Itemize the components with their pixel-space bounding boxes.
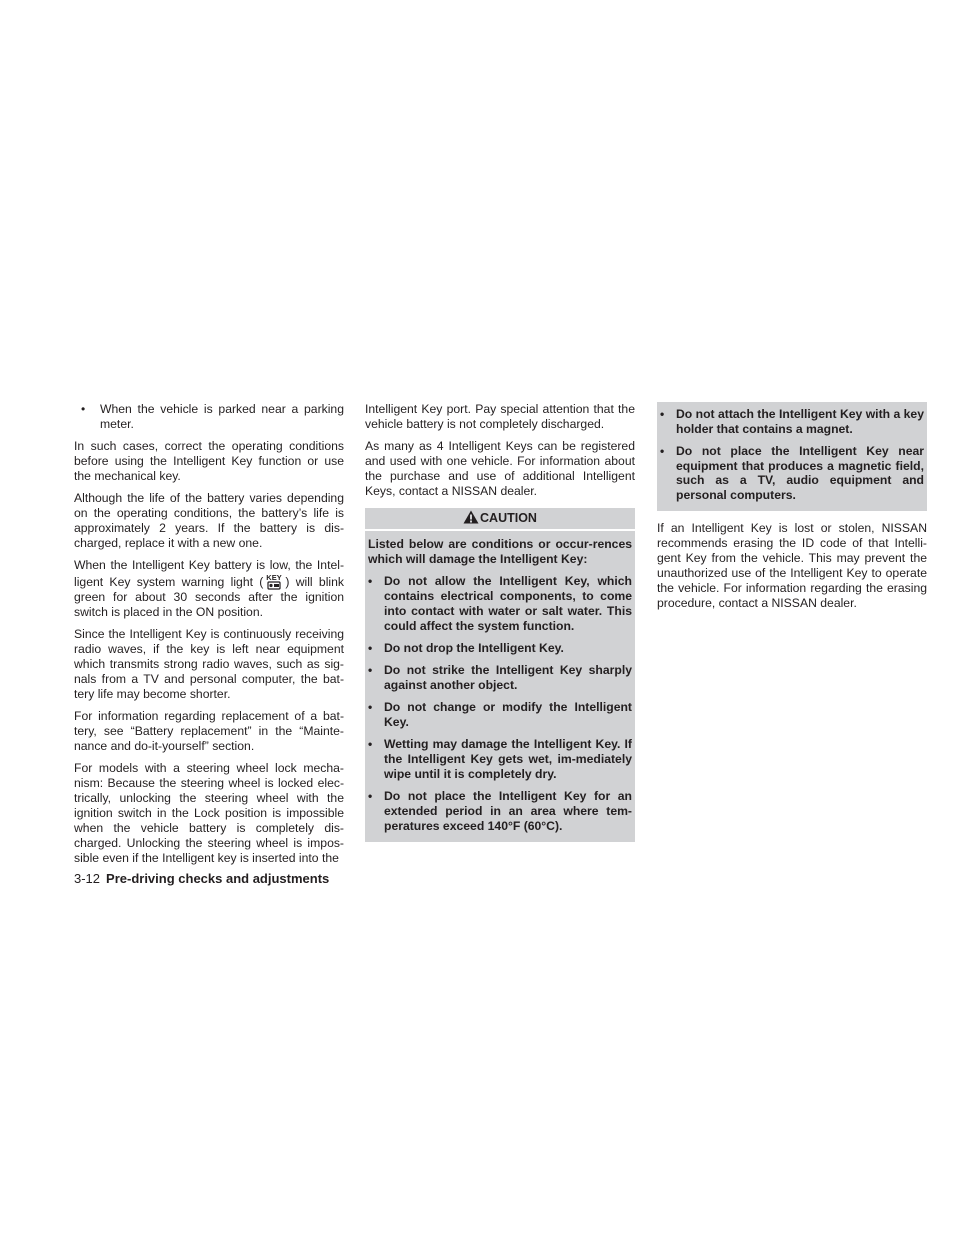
caution-item bbox=[660, 407, 924, 437]
caution-item-text: Do not drop the Intelligent Key. bbox=[384, 640, 564, 655]
caution-item bbox=[368, 737, 632, 782]
paragraph: For models with a steering wheel lock mecha-nism: Because the steering wheel is locked elec-trically, unlocking the steering wheel with the ignition switch in the Lock position is impossible when the vehicle battery is completely dis-charged. Unlocking the steering wheel is impos-sible even if the Intelligent key is inserted into the bbox=[74, 761, 344, 865]
caution-item bbox=[368, 700, 632, 730]
page-footer bbox=[74, 871, 329, 887]
caution-header bbox=[365, 508, 635, 531]
paragraph: If an Intelligent Key is lost or stolen, NISSAN recommends erasing the ID code of that Intelli-gent Key from the vehicle. This may prevent the unauthorized use of the Intelligent Key to operate the vehicle. For information regarding the erasing procedure, contact a NISSAN dealer. bbox=[657, 521, 927, 610]
bullet-icon: • bbox=[660, 443, 665, 458]
paragraph: As many as 4 Intelligent Keys can be registered and used with one vehicle. For information about the purchase and use of additional Intelligent Keys, contact a NISSAN dealer. bbox=[365, 439, 635, 498]
caution-item bbox=[368, 641, 632, 656]
key-light-label: KEY bbox=[266, 573, 283, 583]
paragraph: Intelligent Key port. Pay special attention that the vehicle battery is not completely discharged. bbox=[365, 402, 635, 431]
column-left bbox=[74, 402, 344, 873]
paragraph: Since the Intelligent Key is continuously receiving radio waves, if the key is left near equipment which transmits strong radio waves, such as sig-nals from a TV and personal computer, the bat-tery life may become shorter. bbox=[74, 627, 344, 702]
caution-item-text: Wetting may damage the Intelligent Key. If the Intelligent Key gets wet, im-mediately wipe until it is completely dry. bbox=[384, 737, 632, 782]
bullet-icon: • bbox=[368, 737, 373, 752]
warning-triangle-icon bbox=[463, 510, 479, 524]
caution-box bbox=[365, 508, 635, 842]
caution-body bbox=[365, 531, 635, 842]
paragraph: Although the life of the battery varies depending on the operating conditions, the battery’s life is approximately 2 years. If the battery is dis-charged, replace it with a new one. bbox=[74, 491, 344, 551]
caution-item bbox=[368, 663, 632, 693]
caution-item-text: Do not place the Intelligent Key near equipment that produces a magnetic field, such as a TV, audio equipment and personal computers. bbox=[676, 443, 924, 503]
paragraph: In such cases, correct the operating conditions before using the Intelligent Key function or use the mechanical key. bbox=[74, 439, 344, 484]
caution-item-text: Do not change or modify the Intelligent Key. bbox=[384, 700, 632, 730]
caution-item bbox=[368, 574, 632, 634]
paragraph: For information regarding replacement of a bat-tery, see “Battery replacement” in the “Mainte-nance and do-it-yourself” section. bbox=[74, 709, 344, 754]
caution-intro: Listed below are conditions or occur-rences which will damage the Intelligent Key: bbox=[368, 536, 632, 566]
caution-item-text: Do not allow the Intelligent Key, which contains electrical components, to come into contact with water or salt water. This could affect the system function. bbox=[384, 573, 632, 633]
bullet-icon: • bbox=[368, 640, 373, 655]
bullet-icon: • bbox=[368, 663, 373, 678]
key-warning-light-icon bbox=[265, 573, 283, 590]
bullet-icon: • bbox=[368, 700, 373, 715]
page-number: 3-12 bbox=[74, 871, 101, 886]
paragraph-text: When the Intelligent Key battery is low, the Intel-ligent Key system warning light ( bbox=[74, 558, 344, 590]
caution-item bbox=[368, 789, 632, 834]
caution-item-text: Do not attach the Intelligent Key with a key holder that contains a magnet. bbox=[676, 407, 924, 436]
paragraph-text: ) will blink green for about 30 seconds after the ignition switch is placed in the ON position. bbox=[74, 575, 344, 620]
section-title: Pre-driving checks and adjustments bbox=[106, 871, 330, 886]
column-right bbox=[657, 402, 927, 618]
paragraph-warning-light bbox=[74, 558, 344, 620]
caution-box-continued bbox=[657, 402, 927, 511]
list-item bbox=[74, 402, 344, 432]
caution-item-text: Do not place the Intelligent Key for an extended period in an area where tem-peratures exceed 140°F (60°C). bbox=[384, 789, 632, 834]
bullet-text: When the vehicle is parked near a parking meter. bbox=[100, 402, 344, 431]
bullet-icon: • bbox=[368, 573, 373, 588]
bullet-icon: • bbox=[660, 407, 665, 421]
bullet-icon: • bbox=[368, 789, 373, 804]
caution-item-text: Do not strike the Intelligent Key sharply against another object. bbox=[384, 663, 632, 692]
column-middle bbox=[365, 402, 635, 842]
caution-item bbox=[660, 444, 924, 504]
bullet-icon: • bbox=[81, 402, 86, 416]
caution-title: CAUTION bbox=[480, 510, 537, 525]
